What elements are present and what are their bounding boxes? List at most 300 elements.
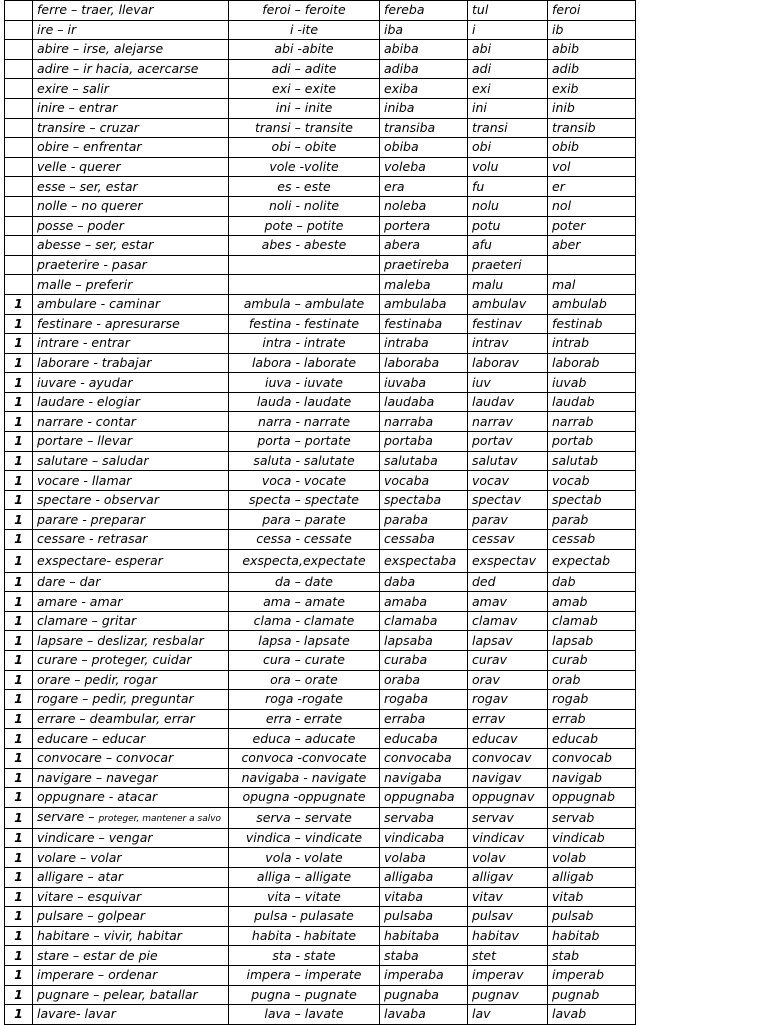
perfect-stem-cell xyxy=(468,709,548,729)
imperative-cell-text: vola - volate xyxy=(265,849,343,865)
imperative-cell xyxy=(229,867,380,887)
conjugation-group-cell xyxy=(5,177,33,197)
perfect-stem-cell-text: volu xyxy=(472,159,499,175)
conjugation-group-cell-text: 1 xyxy=(14,394,23,410)
table-row xyxy=(5,59,636,79)
imperfect-stem-cell xyxy=(380,138,468,158)
infinitive-cell xyxy=(33,926,229,946)
infinitive-cell-text: iuvare - ayudar xyxy=(37,374,133,390)
perfect-stem-cell-text: laborav xyxy=(472,354,519,370)
conjugation-group-cell xyxy=(5,373,33,393)
conjugation-group-cell xyxy=(5,118,33,138)
infinitive-cell-text: laudare - elogiar xyxy=(37,394,140,410)
future-stem-cell-text: alligab xyxy=(552,869,594,885)
perfect-stem-cell xyxy=(468,40,548,60)
future-stem-cell xyxy=(548,1005,636,1025)
imperative-cell-text: navigaba - navigate xyxy=(241,769,367,785)
imperative-cell xyxy=(229,788,380,808)
future-stem-cell xyxy=(548,709,636,729)
future-stem-cell xyxy=(548,138,636,158)
perfect-stem-cell xyxy=(468,887,548,907)
table-row xyxy=(5,965,636,985)
table-row xyxy=(5,20,636,40)
future-stem-cell-text: ib xyxy=(552,21,564,37)
imperfect-stem-cell-text: laudaba xyxy=(384,394,435,410)
infinitive-cell xyxy=(33,79,229,99)
perfect-stem-cell-text: vitav xyxy=(472,888,503,904)
imperative-cell-text: porta – portate xyxy=(257,433,351,449)
conjugation-group-cell-text: 1 xyxy=(14,750,23,766)
conjugation-group-cell-text: 1 xyxy=(14,492,23,508)
table-row xyxy=(5,848,636,868)
future-stem-cell xyxy=(548,196,636,216)
imperfect-stem-cell-text: era xyxy=(384,178,405,194)
perfect-stem-cell-text: errav xyxy=(472,711,506,727)
imperfect-stem-cell xyxy=(380,807,468,828)
table-row xyxy=(5,432,636,452)
conjugation-group-cell-text: 1 xyxy=(14,986,23,1002)
imperfect-stem-cell xyxy=(380,314,468,334)
perfect-stem-cell xyxy=(468,79,548,99)
perfect-stem-cell-text: lav xyxy=(472,1006,491,1022)
infinitive-cell-text: habitare – vivir, habitar xyxy=(37,928,182,944)
conjugation-group-cell xyxy=(5,98,33,118)
imperfect-stem-cell xyxy=(380,490,468,510)
imperative-cell xyxy=(229,79,380,99)
future-stem-cell xyxy=(548,828,636,848)
conjugation-group-cell-text: 1 xyxy=(14,947,23,963)
imperative-cell xyxy=(229,848,380,868)
imperfect-stem-cell-text: spectaba xyxy=(384,492,442,508)
table-row xyxy=(5,392,636,412)
perfect-stem-cell xyxy=(468,670,548,690)
imperfect-stem-cell-text: iniba xyxy=(384,100,415,116)
infinitive-meaning-small-text: proteger, mantener a salvo xyxy=(98,813,222,824)
conjugation-group-cell xyxy=(5,1005,33,1025)
future-stem-cell xyxy=(548,275,636,295)
conjugation-group-cell-text: 1 xyxy=(14,711,23,727)
table-row xyxy=(5,216,636,236)
imperative-cell xyxy=(229,334,380,354)
imperative-cell xyxy=(229,549,380,572)
imperative-cell-text: lapsa - lapsate xyxy=(258,632,350,648)
perfect-stem-cell-text: educav xyxy=(472,730,518,746)
conjugation-group-cell xyxy=(5,709,33,729)
imperative-cell xyxy=(229,40,380,60)
infinitive-cell-text: ambulare - caminar xyxy=(37,296,161,312)
future-stem-cell-text: festinab xyxy=(552,315,603,331)
perfect-stem-cell-text: salutav xyxy=(472,452,518,468)
infinitive-cell-text: volare – volar xyxy=(37,849,122,865)
imperfect-stem-cell-text: rogaba xyxy=(384,691,428,707)
perfect-stem-cell-text: exi xyxy=(472,80,491,96)
imperative-cell xyxy=(229,20,380,40)
conjugation-group-cell-text: 1 xyxy=(14,730,23,746)
imperative-cell xyxy=(229,373,380,393)
future-stem-cell-text: iuvab xyxy=(552,374,587,390)
imperfect-stem-cell xyxy=(380,651,468,671)
table-row xyxy=(5,138,636,158)
conjugation-group-cell xyxy=(5,20,33,40)
imperfect-stem-cell-text: amaba xyxy=(384,593,428,609)
imperative-cell xyxy=(229,392,380,412)
perfect-stem-cell-text: abi xyxy=(472,41,492,57)
table-row xyxy=(5,530,636,550)
perfect-stem-cell-text: alligav xyxy=(472,869,514,885)
table-row xyxy=(5,451,636,471)
imperfect-stem-cell-text: curaba xyxy=(384,652,428,668)
imperative-cell-text: narra - narrate xyxy=(257,413,351,429)
infinitive-cell-text: curare – proteger, cuidar xyxy=(37,652,192,668)
perfect-stem-cell-text: adi xyxy=(472,61,492,77)
perfect-stem-cell-text: exspectav xyxy=(472,552,537,568)
perfect-stem-cell-text: ded xyxy=(472,573,496,589)
table-row xyxy=(5,748,636,768)
imperative-cell-text: feroi – feroite xyxy=(262,2,346,18)
infinitive-cell-text: adire – ir hacia, acercarse xyxy=(37,61,199,77)
future-stem-cell xyxy=(548,670,636,690)
perfect-stem-cell-text: vindicav xyxy=(472,830,525,846)
perfect-stem-cell xyxy=(468,216,548,236)
table-row xyxy=(5,1,636,21)
imperative-cell-text: abes - abeste xyxy=(261,237,347,253)
table-row xyxy=(5,926,636,946)
imperative-cell xyxy=(229,138,380,158)
imperfect-stem-cell xyxy=(380,867,468,887)
imperfect-stem-cell-text: transiba xyxy=(384,119,436,135)
imperative-cell-text: convoca -convocate xyxy=(241,750,367,766)
future-stem-cell-text: er xyxy=(552,178,565,194)
perfect-stem-cell xyxy=(468,412,548,432)
imperative-cell xyxy=(229,965,380,985)
table-row xyxy=(5,373,636,393)
perfect-stem-cell-text: clamav xyxy=(472,613,518,629)
future-stem-cell-text: laudab xyxy=(552,394,595,410)
infinitive-cell-text: festinare - apresurarse xyxy=(37,315,180,331)
table-row xyxy=(5,651,636,671)
conjugation-group-cell-text: 1 xyxy=(14,573,23,589)
infinitive-cell xyxy=(33,729,229,749)
future-stem-cell xyxy=(548,471,636,491)
future-stem-cell xyxy=(548,768,636,788)
perfect-stem-cell xyxy=(468,788,548,808)
imperfect-stem-cell-text: maleba xyxy=(384,276,431,292)
conjugation-group-cell-text: 1 xyxy=(14,671,23,687)
imperative-cell-text: cessa - cessate xyxy=(256,531,352,547)
verb-conjugation-table xyxy=(4,0,636,1025)
future-stem-cell-text: oppugnab xyxy=(552,789,615,805)
future-stem-cell-text: spectab xyxy=(552,492,602,508)
perfect-stem-cell xyxy=(468,20,548,40)
imperfect-stem-cell-text: portera xyxy=(384,217,431,233)
conjugation-group-cell xyxy=(5,651,33,671)
future-stem-cell-text: laborab xyxy=(552,354,600,370)
infinitive-cell xyxy=(33,1,229,21)
imperfect-stem-cell xyxy=(380,1,468,21)
infinitive-cell-text: imperare – ordenar xyxy=(37,967,158,983)
imperative-cell-text: cura – curate xyxy=(263,652,345,668)
imperative-cell xyxy=(229,748,380,768)
imperfect-stem-cell xyxy=(380,670,468,690)
imperative-cell-text: opugna -oppugnate xyxy=(242,789,366,805)
infinitive-cell-text: errare – deambular, errar xyxy=(37,711,195,727)
future-stem-cell-text: volab xyxy=(552,849,587,865)
imperative-cell xyxy=(229,572,380,592)
imperfect-stem-cell xyxy=(380,255,468,275)
infinitive-cell xyxy=(33,490,229,510)
future-stem-cell xyxy=(548,40,636,60)
table-row xyxy=(5,177,636,197)
future-stem-cell-text: pulsab xyxy=(552,908,594,924)
imperative-cell xyxy=(229,255,380,275)
future-stem-cell-text: obib xyxy=(552,139,579,155)
imperfect-stem-cell xyxy=(380,98,468,118)
perfect-stem-cell xyxy=(468,294,548,314)
imperfect-stem-cell-text: lavaba xyxy=(384,1006,426,1022)
future-stem-cell xyxy=(548,592,636,612)
future-stem-cell-text: exib xyxy=(552,80,579,96)
future-stem-cell xyxy=(548,79,636,99)
conjugation-group-cell-text: 1 xyxy=(14,613,23,629)
infinitive-cell-text: convocare – convocar xyxy=(37,750,174,766)
infinitive-cell xyxy=(33,98,229,118)
imperfect-stem-cell-text: abiba xyxy=(384,41,419,57)
infinitive-cell-text: salutare – saludar xyxy=(37,452,149,468)
imperfect-stem-cell xyxy=(380,907,468,927)
conjugation-group-cell xyxy=(5,294,33,314)
imperative-cell xyxy=(229,177,380,197)
future-stem-cell xyxy=(548,926,636,946)
future-stem-cell-text: orab xyxy=(552,671,581,687)
verb-table-body xyxy=(5,1,636,1025)
imperfect-stem-cell-text: pulsaba xyxy=(384,908,434,924)
imperative-cell-text: exi – exite xyxy=(272,80,336,96)
perfect-stem-cell-text: spectav xyxy=(472,492,521,508)
conjugation-group-cell-text: 1 xyxy=(14,531,23,547)
perfect-stem-cell-text: cessav xyxy=(472,531,515,547)
perfect-stem-cell xyxy=(468,807,548,828)
infinitive-cell-text: rogare – pedir, preguntar xyxy=(37,691,194,707)
conjugation-group-cell-text: 1 xyxy=(14,789,23,805)
conjugation-group-cell-text: 1 xyxy=(14,472,23,488)
future-stem-cell xyxy=(548,490,636,510)
infinitive-cell xyxy=(33,236,229,256)
perfect-stem-cell-text: tul xyxy=(472,2,489,18)
future-stem-cell-text: cessab xyxy=(552,531,596,547)
future-stem-cell xyxy=(548,729,636,749)
imperative-cell-text: impera – imperate xyxy=(246,967,362,983)
infinitive-cell-text: amare - amar xyxy=(37,593,123,609)
conjugation-group-cell xyxy=(5,79,33,99)
future-stem-cell-text: rogab xyxy=(552,691,589,707)
conjugation-group-cell-text: 1 xyxy=(14,888,23,904)
future-stem-cell xyxy=(548,1,636,21)
future-stem-cell-text: abib xyxy=(552,41,580,57)
imperative-cell xyxy=(229,412,380,432)
imperative-cell-text: sta - state xyxy=(272,947,336,963)
conjugation-group-cell xyxy=(5,157,33,177)
future-stem-cell-text: curab xyxy=(552,652,588,668)
infinitive-cell xyxy=(33,907,229,927)
future-stem-cell xyxy=(548,946,636,966)
future-stem-cell xyxy=(548,907,636,927)
imperative-cell-text: alliga – alligate xyxy=(256,869,352,885)
perfect-stem-cell xyxy=(468,490,548,510)
future-stem-cell xyxy=(548,807,636,828)
perfect-stem-cell-text: obi xyxy=(472,139,492,155)
future-stem-cell xyxy=(548,177,636,197)
imperfect-stem-cell xyxy=(380,177,468,197)
conjugation-group-cell xyxy=(5,59,33,79)
perfect-stem-cell-text: iuv xyxy=(472,374,491,390)
conjugation-group-cell xyxy=(5,236,33,256)
imperfect-stem-cell xyxy=(380,334,468,354)
future-stem-cell-text: narrab xyxy=(552,413,594,429)
imperative-cell-text: ambula – ambulate xyxy=(243,296,365,312)
imperative-cell-text: i -ite xyxy=(289,21,319,37)
future-stem-cell-text: pugnab xyxy=(552,986,600,1002)
future-stem-cell xyxy=(548,236,636,256)
imperative-cell-text: ama – amate xyxy=(263,593,345,609)
table-row xyxy=(5,118,636,138)
imperative-cell xyxy=(229,670,380,690)
imperative-cell xyxy=(229,275,380,295)
perfect-stem-cell-text: imperav xyxy=(472,967,524,983)
future-stem-cell-text: ambulab xyxy=(552,296,607,312)
imperfect-stem-cell xyxy=(380,196,468,216)
imperfect-stem-cell xyxy=(380,1005,468,1025)
infinitive-cell-text: praeterire - pasar xyxy=(37,257,147,273)
conjugation-group-cell-text: 1 xyxy=(14,296,23,312)
conjugation-group-cell xyxy=(5,392,33,412)
future-stem-cell-text: mal xyxy=(552,276,576,292)
imperative-cell-text: roga -rogate xyxy=(265,691,343,707)
conjugation-group-cell xyxy=(5,768,33,788)
imperfect-stem-cell-text: oraba xyxy=(384,671,421,687)
conjugation-group-cell xyxy=(5,926,33,946)
conjugation-group-cell xyxy=(5,1,33,21)
infinitive-cell xyxy=(33,592,229,612)
infinitive-cell xyxy=(33,353,229,373)
infinitive-cell xyxy=(33,690,229,710)
perfect-stem-cell-text: oppugnav xyxy=(472,789,535,805)
table-row xyxy=(5,471,636,491)
perfect-stem-cell xyxy=(468,353,548,373)
infinitive-cell-text: navigare – navegar xyxy=(37,769,158,785)
imperfect-stem-cell xyxy=(380,592,468,612)
conjugation-group-cell-text: 1 xyxy=(14,315,23,331)
infinitive-cell-text: inire – entrar xyxy=(37,100,118,116)
conjugation-group-cell xyxy=(5,631,33,651)
imperfect-stem-cell-text: educaba xyxy=(384,730,438,746)
perfect-stem-cell xyxy=(468,196,548,216)
future-stem-cell xyxy=(548,118,636,138)
imperative-cell-text: vita – vitate xyxy=(267,888,341,904)
table-row xyxy=(5,98,636,118)
table-row xyxy=(5,412,636,432)
imperative-cell xyxy=(229,236,380,256)
perfect-stem-cell-text: ambulav xyxy=(472,296,527,312)
imperative-cell xyxy=(229,196,380,216)
perfect-stem-cell-text: parav xyxy=(472,511,508,527)
perfect-stem-cell-text: convocav xyxy=(472,750,532,766)
future-stem-cell xyxy=(548,59,636,79)
imperfect-stem-cell-text: narraba xyxy=(384,413,434,429)
future-stem-cell xyxy=(548,788,636,808)
imperative-cell xyxy=(229,690,380,710)
imperfect-stem-cell-text: pugnaba xyxy=(384,986,439,1002)
perfect-stem-cell xyxy=(468,451,548,471)
imperfect-stem-cell-text: vocaba xyxy=(384,472,430,488)
infinitive-cell xyxy=(33,549,229,572)
infinitive-cell xyxy=(33,392,229,412)
perfect-stem-cell xyxy=(468,510,548,530)
conjugation-group-cell-text: 1 xyxy=(14,511,23,527)
perfect-stem-cell xyxy=(468,255,548,275)
imperative-cell-text: festina - festinate xyxy=(248,315,360,331)
infinitive-cell-text: vindicare – vengar xyxy=(37,830,153,846)
infinitive-cell-text: parare - preparar xyxy=(37,511,145,527)
perfect-stem-cell-text: habitav xyxy=(472,928,519,944)
future-stem-cell-text: poter xyxy=(552,217,586,233)
future-stem-cell xyxy=(548,985,636,1005)
infinitive-cell xyxy=(33,177,229,197)
future-stem-cell xyxy=(548,294,636,314)
imperfect-stem-cell xyxy=(380,828,468,848)
imperative-cell xyxy=(229,471,380,491)
infinitive-cell xyxy=(33,432,229,452)
infinitive-cell-text: oppugnare - atacar xyxy=(37,789,158,805)
imperfect-stem-cell xyxy=(380,572,468,592)
conjugation-group-cell-text: 1 xyxy=(14,967,23,983)
perfect-stem-cell xyxy=(468,1005,548,1025)
conjugation-group-cell xyxy=(5,729,33,749)
future-stem-cell-text: lavab xyxy=(552,1006,587,1022)
table-row xyxy=(5,690,636,710)
infinitive-cell xyxy=(33,572,229,592)
infinitive-cell xyxy=(33,887,229,907)
imperfect-stem-cell xyxy=(380,611,468,631)
perfect-stem-cell xyxy=(468,373,548,393)
infinitive-cell-text: vocare - llamar xyxy=(37,472,132,488)
infinitive-cell-text: cessare - retrasar xyxy=(37,531,148,547)
table-row xyxy=(5,985,636,1005)
imperfect-stem-cell-text: erraba xyxy=(384,711,426,727)
imperative-cell xyxy=(229,118,380,138)
imperative-cell-text: exspecta,expectate xyxy=(242,552,366,568)
table-row xyxy=(5,709,636,729)
conjugation-group-cell xyxy=(5,828,33,848)
infinitive-cell-text: posse – poder xyxy=(37,217,124,233)
imperative-cell-text: lauda - laudate xyxy=(256,394,352,410)
infinitive-cell-text: intrare - entrar xyxy=(37,335,130,351)
infinitive-cell xyxy=(33,157,229,177)
imperfect-stem-cell xyxy=(380,549,468,572)
imperfect-stem-cell xyxy=(380,20,468,40)
future-stem-cell xyxy=(548,255,636,275)
conjugation-group-cell xyxy=(5,530,33,550)
infinitive-cell-text: malle – preferir xyxy=(37,276,133,292)
perfect-stem-cell xyxy=(468,98,548,118)
future-stem-cell-text: intrab xyxy=(552,335,590,351)
conjugation-group-cell-text: 1 xyxy=(14,928,23,944)
imperative-cell xyxy=(229,59,380,79)
conjugation-group-cell xyxy=(5,196,33,216)
future-stem-cell-text: dab xyxy=(552,573,576,589)
conjugation-group-cell xyxy=(5,451,33,471)
infinitive-cell xyxy=(33,334,229,354)
imperfect-stem-cell xyxy=(380,236,468,256)
